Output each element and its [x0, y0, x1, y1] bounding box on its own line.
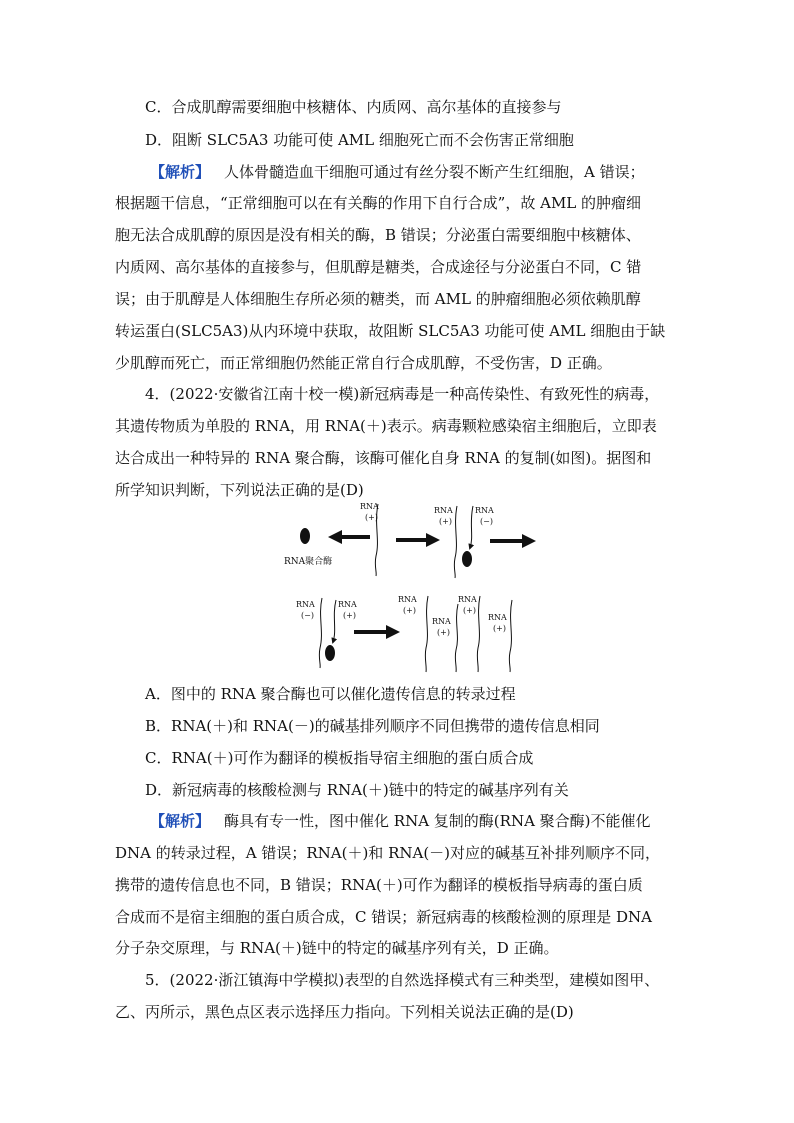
- rna-word: RNA: [432, 617, 451, 626]
- q3-analysis-line: 少肌醇而死亡，而正常细胞仍然能正常自行合成肌醇，不受伤害，D 正确。: [115, 354, 612, 372]
- rna-plus-sign: (+): [439, 517, 452, 526]
- q4-analysis-first-line: [150, 811, 651, 831]
- rna-plus-strand: [509, 600, 512, 672]
- q4-stem-line: 其遗传物质为单股的 RNA，用 RNA(＋)表示。病毒颗粒感染宿主细胞后，立即表: [115, 417, 657, 435]
- q4-analysis-text: 酶具有专一性，图中催化 RNA 复制的酶(RNA 聚合酶)不能催化: [224, 812, 651, 830]
- rna-replication-figure: [280, 496, 560, 676]
- rna-plus-strand: [333, 600, 336, 642]
- rna-minus-sign: (−): [480, 517, 493, 526]
- rna-polymerase-dot: [300, 528, 310, 544]
- rna-polymerase-dot: [462, 551, 472, 567]
- rna-word: RNA: [338, 600, 357, 609]
- q3-option-d: D．阻断 SLC5A3 功能可使 AML 细胞死亡而不会伤害正常细胞: [145, 131, 574, 149]
- rna-plus-sign: (+): [463, 606, 476, 615]
- rna-plus-sign: (+): [437, 628, 450, 637]
- q4-analysis-line: 分子杂交原理，与 RNA(＋)链中的特定的碱基序列有关，D 正确。: [115, 939, 559, 957]
- q3-analysis-line: 误；由于肌醇是人体细胞生存所必须的糖类，而 AML 的肿瘤细胞必须依赖肌醇: [115, 290, 641, 308]
- q5-stem-line: 5．(2022·浙江镇海中学模拟)表型的自然选择模式有三种类型，建模如图甲、: [145, 971, 660, 989]
- rna-word: RNA: [434, 506, 453, 515]
- rna-plus-sign: (+): [493, 624, 506, 633]
- q4-stem-line: 达合成出一种特异的 RNA 聚合酶，该酶可催化自身 RNA 的复制(如图)。据图和: [115, 449, 652, 467]
- rna-minus-strand: [319, 598, 322, 668]
- q4-analysis-label: 【解析】: [150, 812, 211, 830]
- q4-option-c: C．RNA(＋)可作为翻译的模板指导宿主细胞的蛋白质合成: [145, 749, 534, 767]
- rna-plus-strand: [455, 604, 458, 672]
- rna-word: RNA: [458, 595, 477, 604]
- rna-polymerase-dot: [325, 645, 335, 661]
- arrow-right-head-icon: [426, 533, 440, 547]
- rna-word: RNA: [488, 613, 507, 622]
- q4-option-a: A．图中的 RNA 聚合酶也可以催化遗传信息的转录过程: [145, 685, 516, 703]
- rna-plus-sign: (+): [403, 606, 416, 615]
- rna-minus-strand: [470, 506, 473, 548]
- rna-minus-sign: (−): [301, 611, 314, 620]
- q4-analysis-line: 携带的遗传信息也不同，B 错误；RNA(＋)可作为翻译的模板指导病毒的蛋白质: [115, 876, 643, 894]
- q3-analysis-line: 胞无法合成肌醇的原因是没有相关的酶，B 错误；分泌蛋白需要细胞中核糖体、: [115, 226, 641, 244]
- q4-analysis-line: 合成而不是宿主细胞的蛋白质合成，C 错误；新冠病毒的核酸检测的原理是 DNA: [115, 908, 653, 926]
- q4-stem-line: 4．(2022·安徽省江南十校一模)新冠病毒是一种高传染性、有致死性的病毒，: [145, 385, 660, 403]
- q4-option-b: B．RNA(＋)和 RNA(－)的碱基排列顺序不同但携带的遗传信息相同: [145, 717, 600, 735]
- rna-polymerase-label: RNA聚合酶: [284, 557, 333, 567]
- q4-analysis-line: DNA 的转录过程，A 错误；RNA(＋)和 RNA(－)对应的碱基互补排列顺序不同，: [115, 844, 661, 862]
- arrow-left-head-icon: [328, 530, 342, 544]
- q4-stem-line: 所学知识判断，下列说法正确的是(D): [115, 481, 364, 499]
- rna-plus-strand: [454, 506, 457, 578]
- rna-word: RNA: [360, 502, 379, 511]
- q5-stem-line: 乙、丙所示，黑色点区表示选择压力指向。下列相关说法正确的是(D): [115, 1003, 574, 1021]
- rna-word: RNA: [296, 600, 315, 609]
- q3-option-c: C．合成肌醇需要细胞中核糖体、内质网、高尔基体的直接参与: [145, 98, 562, 116]
- rna-word: RNA: [398, 595, 417, 604]
- rna-plus-strand: [425, 596, 428, 672]
- q3-analysis-line: 内质网、高尔基体的直接参与，但肌醇是糖类，合成途径与分泌蛋白不同，C 错: [115, 258, 642, 276]
- arrow-right-head-icon: [386, 625, 400, 639]
- rna-plus-sign: (+): [365, 513, 378, 522]
- rna-plus-strand: [477, 596, 480, 672]
- q3-analysis-line: 根据题干信息，“正常细胞可以在有关酶的作用下自行合成”，故 AML 的肿瘤细: [115, 194, 642, 212]
- q3-analysis-label: 【解析】: [150, 163, 211, 181]
- q3-analysis-line: 转运蛋白(SLC5A3)从内环境中获取，故阻断 SLC5A3 功能可使 AML 细胞由于缺: [115, 322, 666, 340]
- arrow-right-head-icon: [522, 534, 536, 548]
- rna-word: RNA: [475, 506, 494, 515]
- q3-analysis-first-line: [150, 162, 645, 182]
- rna-plus-sign: (+): [343, 611, 356, 620]
- q3-analysis-text: 人体骨髓造血干细胞可通过有丝分裂不断产生红细胞，A 错误；: [224, 163, 645, 181]
- q4-option-d: D．新冠病毒的核酸检测与 RNA(＋)链中的特定的碱基序列有关: [145, 781, 569, 799]
